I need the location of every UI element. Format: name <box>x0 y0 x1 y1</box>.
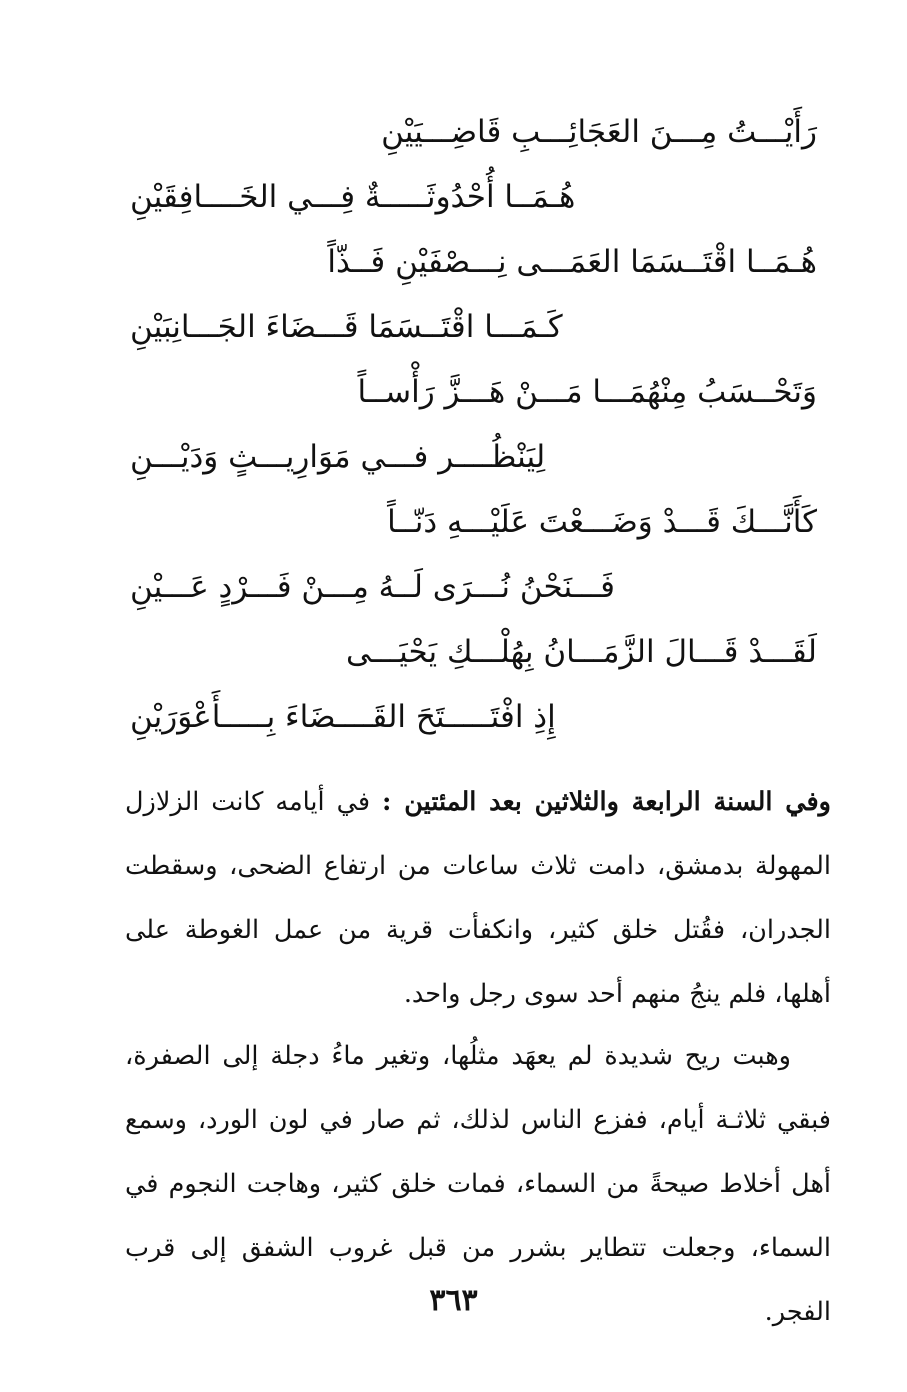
verse-1-first-hemistich: رَأَيْـــتُ مِـــنَ العَجَائِـــبِ قَاضِـــيَيْنِ <box>381 114 817 150</box>
verse-4-second-hemistich: فَـــنَحْنُ نُـــرَى لَــهُ مِـــنْ فَـــرْدٍ عَـــيْنِ <box>130 569 615 605</box>
verse-2-first-hemistich: هُـمَــا اقْتَــسَمَا العَمَـــى نِـــصْفَيْنِ فَــذّاً <box>327 244 817 280</box>
page-number: ٣٦٣ <box>429 1283 478 1318</box>
verse-3-first-hemistich: وَتَحْــسَبُ مِنْهُمَـــا مَـــنْ هَـــزَّ رَأْســاً <box>357 374 817 410</box>
paragraph-body: في أيامه كانت الزلازل المهولة بدمشق، دامت ثلاث ساعات من ارتفاع الضحى، وسقطت الجدران، فقُتل خلق كثير، وانكفأت قرية من عمل الغوطة على أهلها، فلم ينجُ منهم أحد سوى رجل واحد. <box>125 787 831 1009</box>
paragraph-lead-heading: وفي السنة الرابعة والثلاثين بعد المئتين : <box>382 787 831 817</box>
verse-2-second-hemistich: كَـمَـــا اقْتَــسَمَا قَـــضَاءَ الجَـــانِبَيْنِ <box>130 309 563 345</box>
verse-1-second-hemistich: هُـمَــا أُحْدُوثَـــــةٌ فِـــي الخَــــافِقَيْنِ <box>130 179 576 215</box>
verse-3-second-hemistich: لِيَنْظُــــر فـــي مَوَارِيـــثٍ وَدَيْـــنِ <box>130 439 546 475</box>
verse-5-second-hemistich: إِذِ افْتَـــــتَحَ القَــــضَاءَ بِـــــأَعْوَرَيْنِ <box>130 699 556 735</box>
verse-5-first-hemistich: لَقَـــدْ قَـــالَ الزَّمَـــانُ بِهُلْـــكِ يَحْيَـــى <box>346 634 817 670</box>
verse-4-first-hemistich: كَأَنَّـــكَ قَـــدْ وَضَـــعْتَ عَلَيْـــهِ دَنّــاً <box>387 504 817 540</box>
paragraph-wind-and-stars: وهبت ريح شديدة لم يعهَد مثلُها، وتغير ماءُ دجلة إلى الصفرة، فبقي ثلاثـة أيام، ففزع الناس لذلك، ثم صار في لون الورد، وسمع أهل أخلاط صيحةً من السماء، فمات خلق كثير، وهاجت النجوم في السماء، وجعلت تتطاير بشرر من قبل غروب الشفق إلى قرب الفجر. <box>125 1041 831 1327</box>
paragraph-earthquake <box>125 770 831 1026</box>
